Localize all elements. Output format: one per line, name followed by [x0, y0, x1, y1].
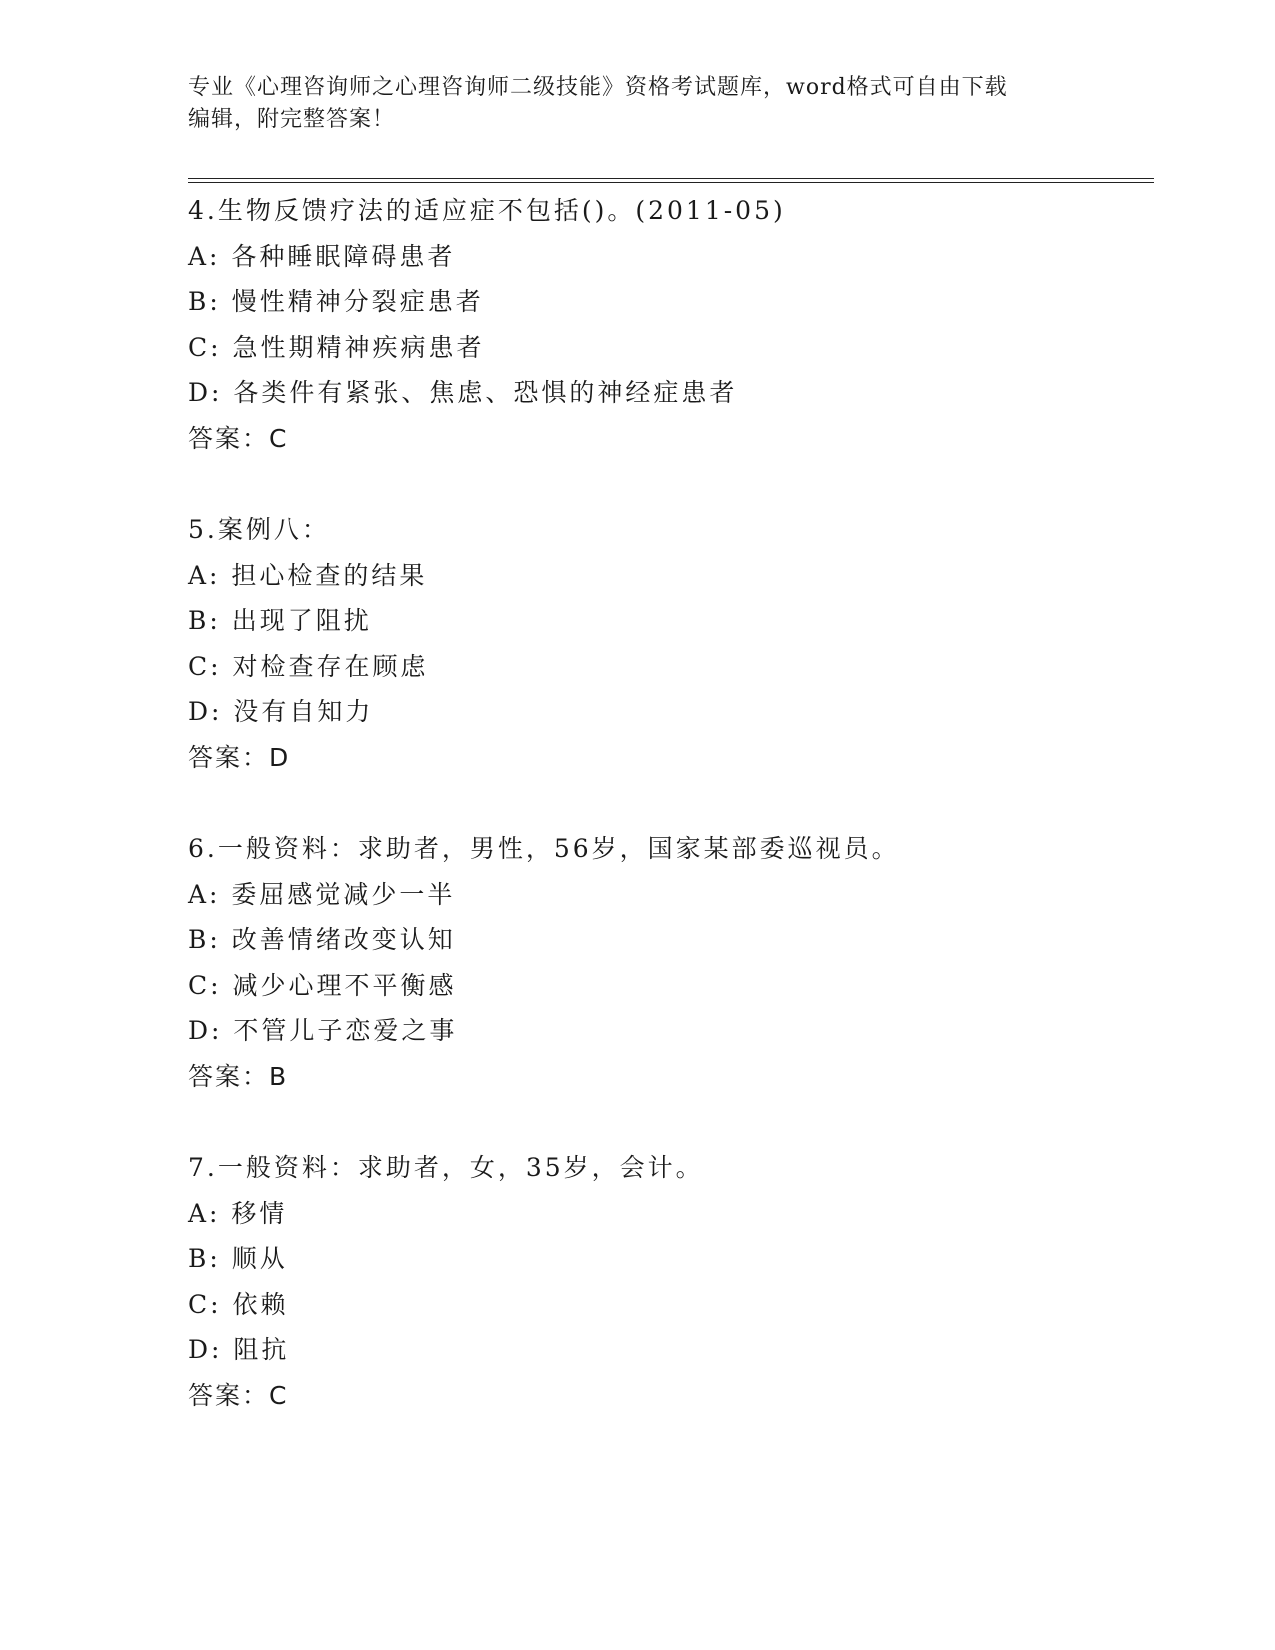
answer-label: 答案：B [188, 1061, 289, 1091]
question-stem: 5.案例八： [188, 515, 330, 544]
option-d: D: 没有自知力 [188, 697, 374, 726]
option-c: C: 依赖 [188, 1289, 289, 1319]
question-stem: 7.一般资料：求助者，女，35岁，会计。 [188, 1153, 704, 1182]
option-c: C: 急性期精神疾病患者 [188, 332, 485, 362]
option-b: B: 顺从 [188, 1244, 288, 1273]
option-b: B: 改善情绪改变认知 [188, 925, 456, 954]
option-b: B: 出现了阻扰 [188, 606, 372, 635]
option-b: B: 慢性精神分裂症患者 [188, 287, 484, 316]
answer-label: 答案：C [188, 1380, 289, 1410]
question-5 [188, 507, 1188, 780]
question-stem: 4.生物反馈疗法的适应症不包括()。(2011-05) [188, 196, 786, 225]
option-d: D: 不管儿子恋爱之事 [188, 1016, 458, 1045]
header-divider [188, 178, 1154, 183]
option-a: A: 各种睡眠障碍患者 [188, 241, 456, 271]
option-d: D: 各类件有紧张、焦虑、恐惧的神经症患者 [188, 378, 738, 407]
option-c: C: 对检查存在顾虑 [188, 651, 429, 681]
option-a: A: 担心检查的结果 [188, 560, 428, 590]
question-6 [188, 826, 1188, 1099]
option-c: C: 减少心理不平衡感 [188, 970, 457, 1000]
document-header [188, 72, 1088, 136]
answer-label: 答案：D [188, 742, 291, 772]
question-4 [188, 188, 1188, 461]
option-a: A: 移情 [188, 1198, 288, 1228]
option-d: D: 阻抗 [188, 1335, 290, 1364]
answer-label: 答案：C [188, 423, 289, 453]
question-7 [188, 1145, 1188, 1418]
header-line-1: 专业《心理咨询师之心理咨询师二级技能》资格考试题库，word格式可自由下载 [188, 75, 1008, 100]
option-a: A: 委屈感觉减少一半 [188, 879, 456, 909]
question-stem: 6.一般资料：求助者，男性，56岁，国家某部委巡视员。 [188, 834, 900, 863]
header-line-2: 编辑，附完整答案！ [188, 107, 396, 132]
